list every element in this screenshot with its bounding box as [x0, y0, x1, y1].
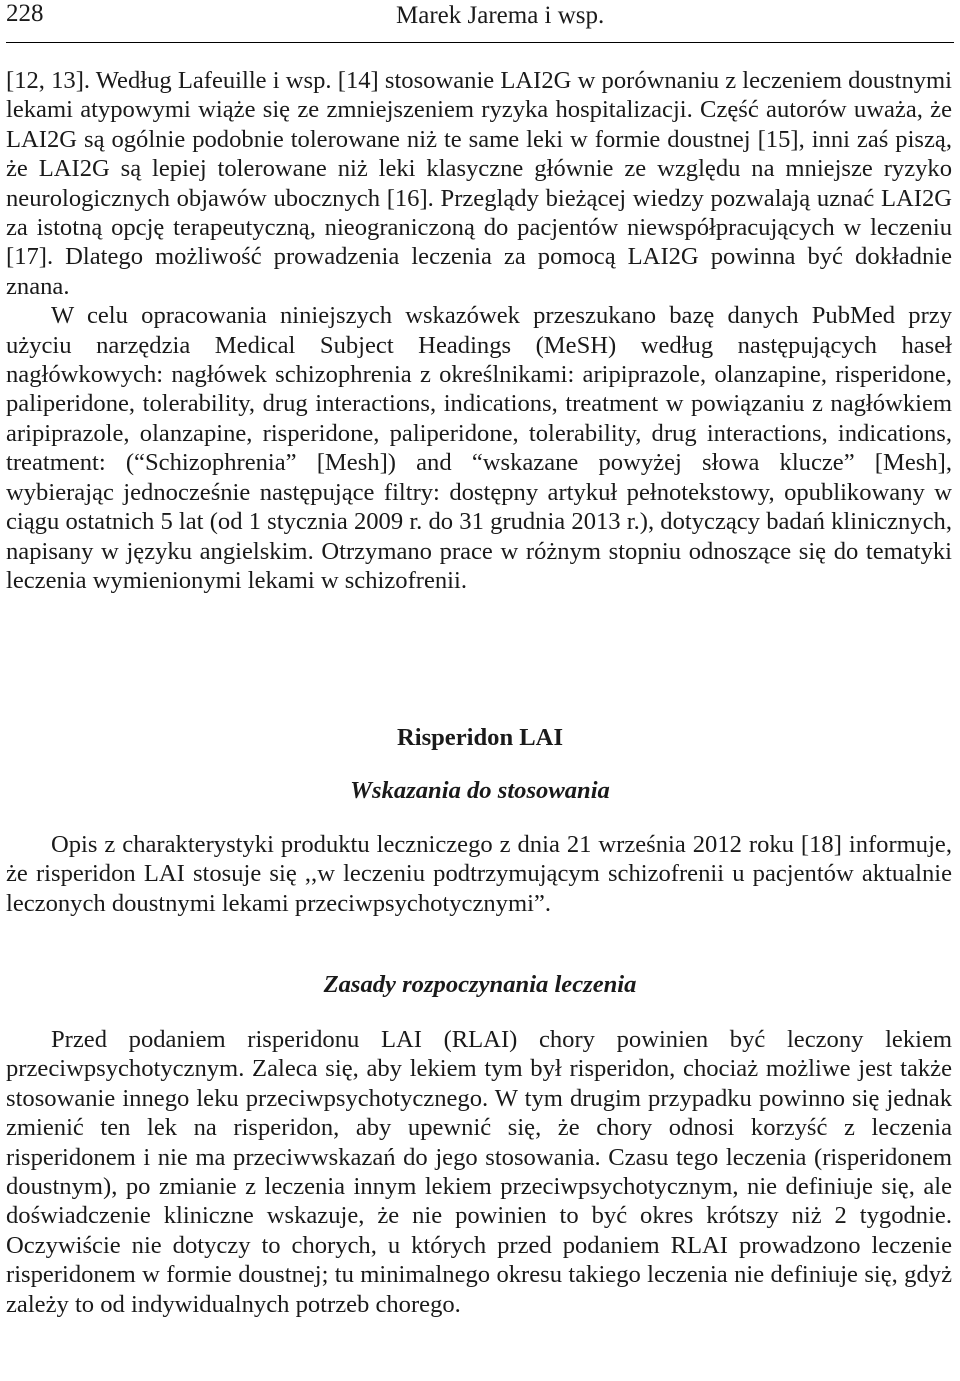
- indications-section: [6, 830, 952, 918]
- page-header: [6, 0, 954, 43]
- paragraph-search-method: W celu opracowania niniejszych wskazówek przeszukano bazę danych PubMed przy użyciu narzędzia Medical Subject Headings (MeSH) według następujących haseł nagłówkowych: nagłówek schizophrenia z określnikami: aripiprazole, olanzapine, risperidone, paliperidone, tolerability, drug interactions, indications, treatment w powiązaniu z nagłówkiem aripiprazole, olanzapine, risperidone, paliperidone, tolerability, drug interactions, indications, treatment: (“Schizophrenia” [Mesh]) and “wskazane powyżej słowa klucze” [Mesh], wybierając jednocześnie następujące filtry: dostępny artykuł pełnotekstowy, opublikowany w ciągu ostatnich 5 lat (od 1 stycznia 2009 r. do 31 grudnia 2013 r.), dotyczący badań klinicznych, napisany w języku angielskim. Otrzymano prace w różnym stopniu odnoszące się do tematyki leczenia wymienionymi lekami w schizofrenii.: [6, 302, 952, 594]
- paragraph-lai2g-tolerability: [12, 13]. Według Lafeuille i wsp. [14] stosowanie LAI2G w porównaniu z leczeniem doustnymi lekami atypowymi wiąże się ze zmniejszeniem ryzyka hospitalizacji. Część autorów uważa, że LAI2G są ogólnie podobnie tolerowane niż te same leki w formie doustnej [15], inni zaś piszą, że LAI2G są lepiej tolerowane niż leki klasyczne głównie ze względu na mniejsze ryzyko neurologicznych objawów ubocznych [16]. Przeglądy bieżącej wiedzy pozwalają uznać LAI2G za istotną opcję terapeutyczną, nieograniczoną do pacjentów niewspółpracujących w leczeniu [17]. Dlatego możliwość prowadzenia leczenia za pomocą LAI2G powinna być dokładnie znana.: [6, 67, 952, 300]
- subsection-title-indications: Wskazania do stosowania: [350, 777, 610, 804]
- section-title: Risperidon LAI: [396, 724, 564, 751]
- paragraph-initiation: Przed podaniem risperidonu LAI (RLAI) chory powinien być leczony lekiem przeciwpsychotycznym. Zaleca się, aby lekiem tym był risperidon, chociaż możliwe jest także stosowanie innego leku przeciwpsychotycznego. W tym drugim przypadku powinno się jednak zmienić ten lek na risperidon, aby upewnić się, że chory odnosi korzyść z leczenia risperidonem i nie ma przeciwwskazań do jego stosowania. Czasu tego leczenia (risperidonem doustnym), po zmianie z leczenia innym lekiem przeciwpsychotycznym, nie definiuje się, ale doświadczenie kliniczne wskazuje, że nie powinien to być okres krótszy niż 2 tygodnie. Oczywiście nie dotyczy to chorych, u których przed podaniem RLAI prowadzono leczenie risperidonem w formie doustnej; tu minimalnego okresu takiego leczenia nie definiuje się, gdyż zależy to od indywidualnych potrzeb chorego.: [6, 1026, 952, 1318]
- intro-section: [6, 66, 952, 595]
- subsection-title-initiation: Zasady rozpoczynania leczenia: [323, 971, 637, 998]
- running-head: Marek Jarema i wsp.: [396, 2, 605, 29]
- page-number: 228: [6, 0, 44, 27]
- paragraph-indications: Opis z charakterystyki produktu leczniczego z dnia 21 września 2012 roku [18] informuje, że risperidon LAI stosuje się ,,w leczeniu podtrzymującym schizofrenii u pacjentów aktualnie leczonych doustnymi lekami przeciwpsychotycznymi”.: [6, 831, 952, 917]
- initiation-section: [6, 1025, 952, 1319]
